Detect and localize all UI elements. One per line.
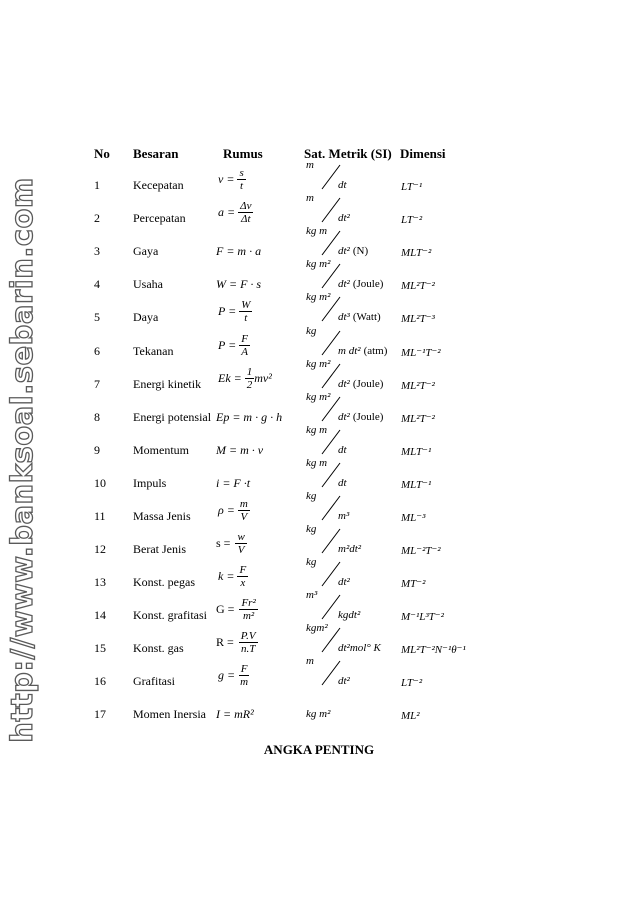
unit-numerator: m [306,655,314,667]
formula [216,531,247,557]
formula [216,277,261,292]
row-number: 13 [94,575,106,589]
table-row [0,688,638,722]
si-unit [306,159,406,193]
table-row [0,622,638,656]
quantity-name: Konst. grafitasi [133,608,207,622]
unit-denominator [338,510,352,522]
unit-denominator [338,278,383,290]
table-row [0,225,638,259]
table-row [0,258,638,292]
formula [216,498,250,524]
table-row [0,556,638,590]
unit-denominator [338,642,384,654]
formula-numerator: 1 [246,365,253,378]
unit-denominator-text: dt [338,477,347,489]
unit-numerator: kg m [306,225,328,237]
formula [216,663,250,689]
unit-name: (Watt) [352,311,381,323]
dimension: ML²T⁻² [401,280,435,292]
formula [216,476,250,491]
unit-denominator-text: m²dt² [338,543,362,555]
quantity-name: Usaha [133,277,163,291]
dimension: ML⁻²T⁻² [401,545,441,557]
row-number: 14 [94,608,106,622]
unit-denominator-text: dt² [338,278,350,290]
dimension: ML⁻¹T⁻² [401,347,441,359]
formula-lhs: P = [218,337,237,352]
unit-denominator [338,411,383,423]
si-unit [306,325,406,359]
dimension: ML²T⁻² [401,413,435,425]
quantity-name: Tekanan [133,344,174,358]
unit-numerator: kg m² [306,358,331,370]
unit-denominator [338,609,363,621]
formula-numerator: Fr² [241,596,256,609]
unit-denominator-text: dt³ [338,311,350,323]
formula [216,167,246,193]
si-unit [306,225,406,259]
unit-numerator: kg [306,490,317,502]
row-number: 6 [94,344,100,358]
formula-text: M = m · v [216,443,264,457]
formula [216,244,261,259]
row-number: 5 [94,310,100,324]
formula-fraction [239,630,258,656]
formula-numerator: F [241,332,248,345]
quantity-name: Konst. gas [133,641,184,655]
formula-numerator: s [239,166,244,179]
formula [216,366,272,392]
formula-denominator: V [240,511,248,524]
formula-fraction [238,663,250,689]
formula-numerator: P.V [240,629,256,642]
formula [216,443,263,458]
row-number: 15 [94,641,106,655]
row-number: 10 [94,476,106,490]
table-row [0,358,638,392]
unit-denominator [338,345,387,357]
dimension: ML² [401,710,420,722]
formula-denominator: n.T [240,643,256,656]
unit-denominator [338,675,353,687]
formula-denominator: A [241,346,248,359]
formula-lhs: Ek = [218,370,242,385]
formula-numerator: w [237,530,245,543]
row-number: 17 [94,707,106,721]
si-unit [306,523,406,557]
unit-denominator [338,212,353,224]
unit-numerator: m [306,159,314,171]
unit-denominator-text: dt² [338,675,350,687]
si-unit [306,391,406,425]
formula-denominator: m [240,676,249,689]
unit-numerator: kgm² [306,622,328,634]
table-row [0,325,638,359]
unit-denominator-text: dt² [338,245,350,257]
unit-denominator-text: dt²mol° K [338,642,381,654]
unit-numerator: kg [306,325,317,337]
formula-fraction [237,564,248,590]
formula-fraction [237,167,245,193]
table-row [0,291,638,325]
formula-fraction [235,531,246,557]
formula-fraction [238,200,253,226]
row-number: 11 [94,509,106,523]
formula-numerator: m [239,497,248,510]
quantity-name: Massa Jenis [133,509,191,523]
unit-denominator-text: m³ [338,510,350,522]
unit-denominator-text: dt² [338,411,350,423]
dimension: MLT⁻¹ [401,479,432,491]
unit-name: (N) [352,245,369,257]
si-unit [306,291,406,325]
row-number: 16 [94,674,106,688]
formula [216,200,253,226]
dimension: LT⁻² [401,677,423,689]
table-row [0,159,638,193]
unit-denominator [338,311,381,323]
table-row [0,655,638,689]
quantity-name: Daya [133,310,159,324]
formula-denominator: m² [242,610,255,623]
unit-denominator-text: kgdt² [338,609,361,621]
si-unit [306,655,406,689]
header-no: No [94,146,110,161]
formula-lhs: g = [218,667,236,682]
formula-denominator: V [237,544,245,557]
header-satuan: Sat. Metrik (SI) [304,146,392,161]
dimension: ML²T⁻² [401,380,435,392]
unit-denominator [338,179,350,191]
formula-denominator: x [240,577,246,590]
quantity-name: Konst. pegas [133,575,195,589]
formula-lhs: k = [218,568,235,583]
unit-denominator-text: dt² [338,378,350,390]
quantity-name: Energi potensial [133,410,212,424]
formula-prefix: R = [216,634,234,649]
table-row [0,457,638,491]
table-row [0,192,638,226]
unit-numerator: kg m [306,457,328,469]
quantity-name: Berat Jenis [133,542,186,556]
unit-numerator: kg m² [306,391,331,403]
si-unit [306,490,406,524]
formula-text: W = F · s [216,277,262,291]
formula-text: I = mR² [216,707,254,721]
header-dimensi: Dimensi [400,146,446,161]
row-number: 4 [94,277,100,291]
row-number: 9 [94,443,100,457]
formula-lhs: ρ = [218,502,235,517]
unit-denominator [338,543,364,555]
quantity-name: Grafitasi [133,674,175,688]
formula-fraction [245,366,255,392]
formula-prefix: G = [216,601,235,616]
formula-denominator: t [244,312,248,325]
formula-denominator: 2 [246,379,253,392]
table-row [0,490,638,524]
unit-name: (Joule) [352,411,384,423]
unit-name: (Joule) [352,378,384,390]
formula-prefix: s = [216,535,231,550]
formula [216,333,250,359]
si-unit [306,358,406,392]
formula [216,630,258,656]
header-besaran: Besaran [133,146,179,161]
unit-denominator [338,576,353,588]
quantity-name: Momentum [133,443,189,457]
si-unit [306,622,406,656]
dimension: LT⁻¹ [401,181,423,193]
formula [216,564,248,590]
si-unit [306,556,406,590]
dimension: ML²T⁻³ [401,313,435,325]
quantity-name: Kecepatan [133,178,184,192]
formula [216,299,252,325]
dimension: ML⁻³ [401,512,426,524]
unit-numerator: kg m² [306,291,331,303]
formula-text: i = F ·t [216,476,251,490]
quantity-name: Energi kinetik [133,377,202,391]
unit-numerator: kg m [306,424,328,436]
quantity-name: Gaya [133,244,159,258]
unit-denominator [338,245,368,257]
formula-fraction [238,498,250,524]
unit-numerator: m³ [306,589,318,601]
formula [216,707,254,722]
si-unit [306,589,406,623]
formula-fraction [239,333,250,359]
si-unit [306,258,406,292]
formula-numerator: F [240,662,248,675]
si-unit [306,457,406,491]
dimension: M⁻¹L³T⁻² [401,611,444,623]
unit-numerator: kg m² [306,258,331,270]
dimension: LT⁻² [401,214,423,226]
si-unit [306,688,406,722]
table-row [0,589,638,623]
formula-denominator: Δt [241,213,251,226]
formula-numerator: W [241,298,251,311]
row-number: 2 [94,211,100,225]
dimension: MT⁻² [401,578,426,590]
unit-numerator: m [306,192,314,204]
unit-denominator-text: dt² [338,212,350,224]
section-title: ANGKA PENTING [263,742,375,757]
unit-denominator-text: m dt² [338,345,361,357]
header-rumus: Rumus [223,146,263,161]
unit-numerator: kg [306,523,317,535]
watermark-text: http://www.banksoal.sebarin.com [5,177,39,743]
row-number: 1 [94,178,100,192]
unit-denominator [338,477,350,489]
row-number: 12 [94,542,106,556]
unit-denominator-text: dt [338,179,347,191]
formula-text: mv² [254,370,272,385]
formula-lhs: a = [218,204,236,219]
si-unit [306,424,406,458]
formula-text: F = m · a [216,244,262,258]
formula-lhs: v = [218,171,235,186]
row-number: 7 [94,377,100,391]
formula-fraction [239,597,257,623]
quantity-name: Impuls [133,476,167,490]
formula-numerator: Δv [240,199,252,212]
dimension: MLT⁻² [401,247,432,259]
table-row [0,391,638,425]
row-number: 8 [94,410,100,424]
unit-name: (atm) [363,345,388,357]
unit-name: (Joule) [352,278,384,290]
quantity-name: Percepatan [133,211,186,225]
table-row [0,424,638,458]
unit-denominator [338,444,350,456]
formula [216,410,282,425]
dimension: ML²T⁻²N⁻¹θ⁻¹ [401,644,466,656]
unit-denominator [338,378,383,390]
si-unit [306,192,406,226]
formula-text: Ep = m · g · h [216,410,283,424]
dimension: MLT⁻¹ [401,446,432,458]
unit-numerator: kg m² [306,708,331,720]
formula [216,597,258,623]
unit-denominator-text: dt [338,444,347,456]
unit-denominator-text: dt² [338,576,350,588]
quantity-name: Momen Inersia [133,707,206,721]
formula-fraction [239,299,252,325]
formula-lhs: P = [218,303,237,318]
formula-denominator: t [240,180,244,193]
row-number: 3 [94,244,100,258]
table-row [0,523,638,557]
unit-numerator: kg [306,556,317,568]
formula-numerator: F [239,563,247,576]
